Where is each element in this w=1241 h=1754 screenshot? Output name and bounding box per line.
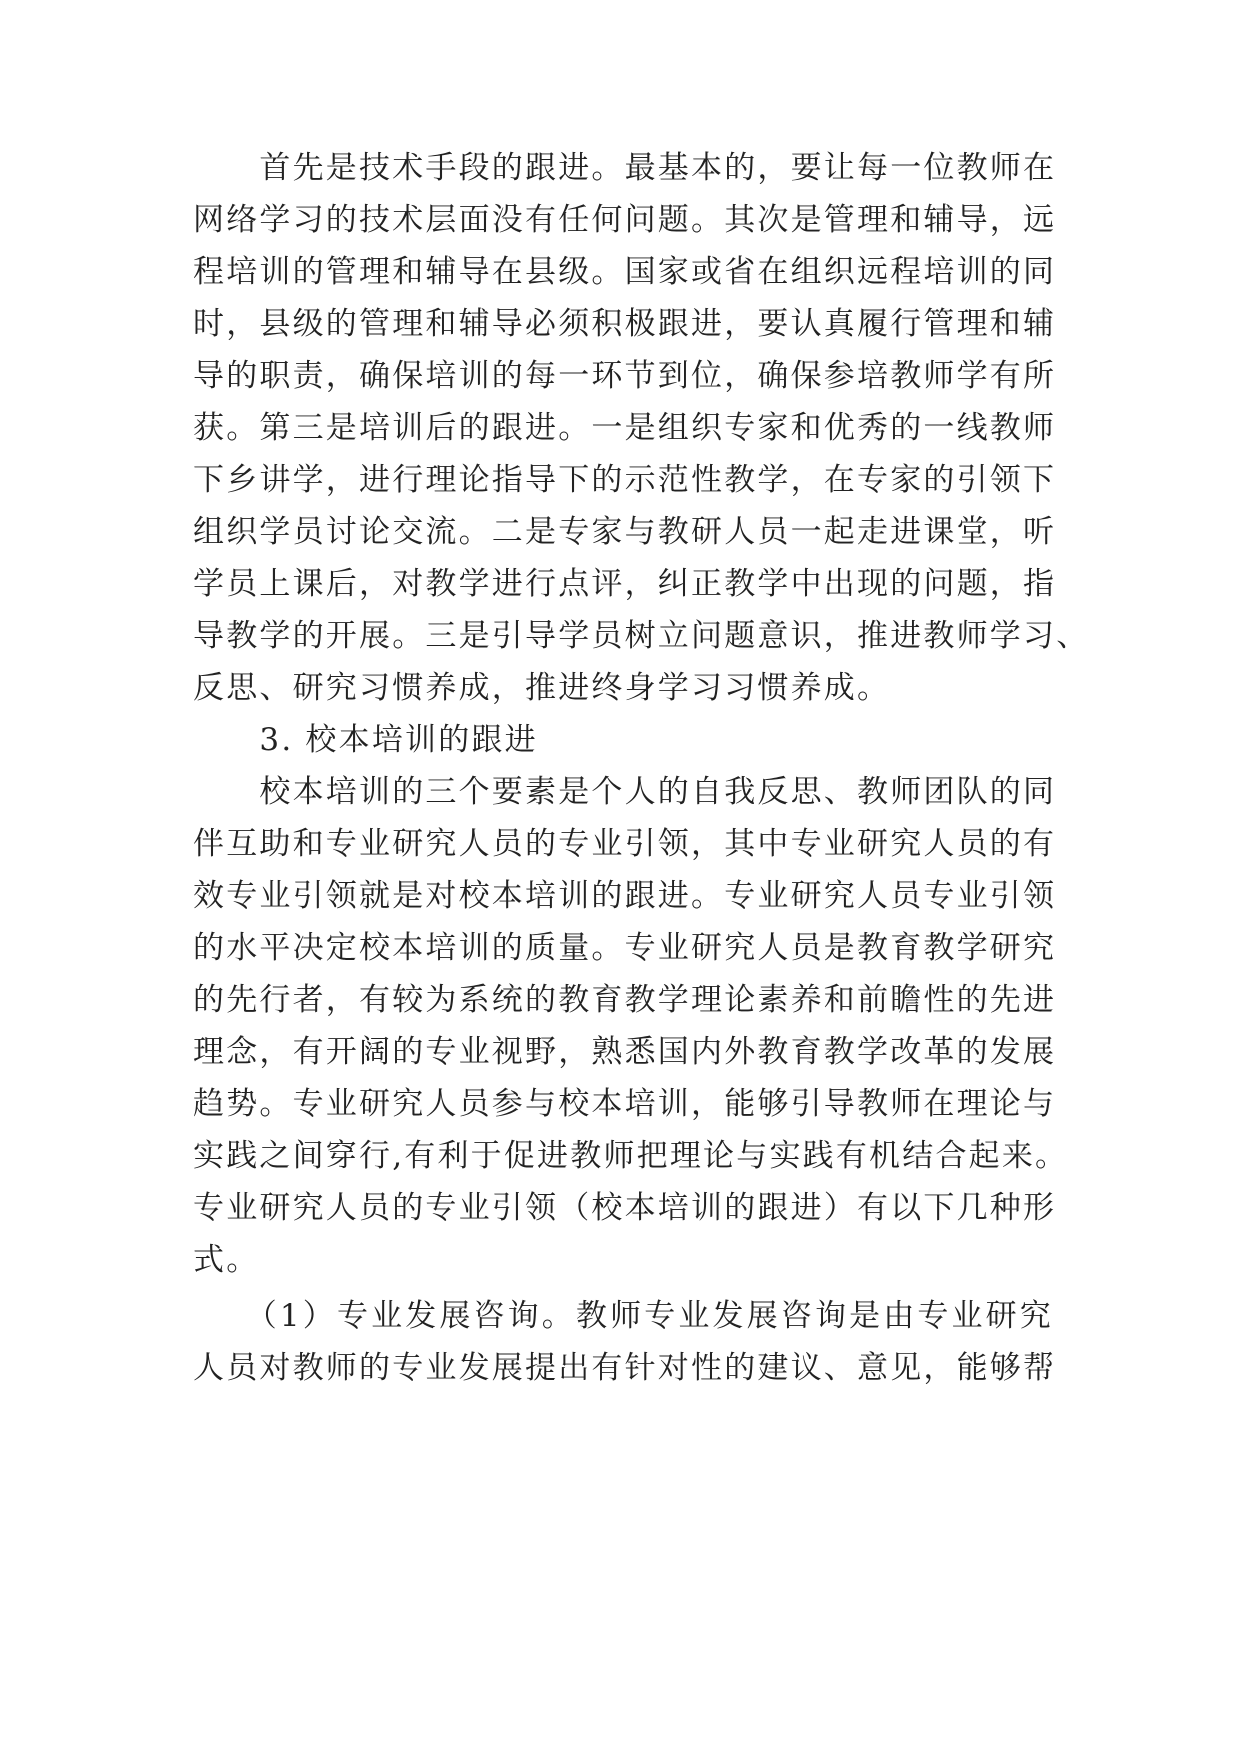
- text-line: 网络学习的技术层面没有任何问题。其次是管理和辅导，远: [193, 202, 1057, 238]
- text-line: 实践之间穿行,有利于促进教师把理论与实践有机结合起来。: [193, 1138, 1069, 1174]
- text-line: 校本培训的三个要素是个人的自我反思、教师团队的同: [193, 774, 1057, 810]
- text-line: 人员对教师的专业发展提出有针对性的建议、意见，能够帮: [193, 1350, 1057, 1386]
- text-line: 反思、研究习惯养成，推进终身学习习惯养成。: [193, 670, 891, 706]
- text-line: 组织学员讨论交流。二是专家与教研人员一起走进课堂，听: [193, 514, 1057, 550]
- text-line: 导的职责，确保培训的每一环节到位，确保参培教师学有所: [193, 358, 1057, 394]
- text-line: 效专业引领就是对校本培训的跟进。专业研究人员专业引领: [193, 878, 1057, 914]
- text-line: （1）专业发展咨询。教师专业发展咨询是由专业研究: [193, 1298, 1053, 1334]
- text-line: 学员上课后，对教学进行点评，纠正教学中出现的问题，指: [193, 566, 1057, 602]
- section-heading: 3. 校本培训的跟进: [193, 722, 538, 758]
- text-line: 趋势。专业研究人员参与校本培训，能够引导教师在理论与: [193, 1086, 1057, 1122]
- text-line: 导教学的开展。三是引导学员树立问题意识，推进教师学习、: [193, 618, 1090, 654]
- text-line: 伴互助和专业研究人员的专业引领，其中专业研究人员的有: [193, 826, 1057, 862]
- text-line: 理念，有开阔的专业视野，熟悉国内外教育教学改革的发展: [193, 1034, 1057, 1070]
- text-line: 的先行者，有较为系统的教育教学理论素养和前瞻性的先进: [193, 982, 1057, 1018]
- text-line: 的水平决定校本培训的质量。专业研究人员是教育教学研究: [193, 930, 1057, 966]
- text-line: 获。第三是培训后的跟进。一是组织专家和优秀的一线教师: [193, 410, 1057, 446]
- text-line: 程培训的管理和辅导在县级。国家或省在组织远程培训的同: [193, 254, 1057, 290]
- text-line: 时，县级的管理和辅导必须积极跟进，要认真履行管理和辅: [193, 306, 1057, 342]
- text-line: 首先是技术手段的跟进。最基本的，要让每一位教师在: [193, 150, 1057, 186]
- text-line: 专业研究人员的专业引领（校本培训的跟进）有以下几种形: [193, 1190, 1057, 1226]
- text-line: 式。: [193, 1242, 260, 1278]
- text-line: 下乡讲学，进行理论指导下的示范性教学，在专家的引领下: [193, 462, 1057, 498]
